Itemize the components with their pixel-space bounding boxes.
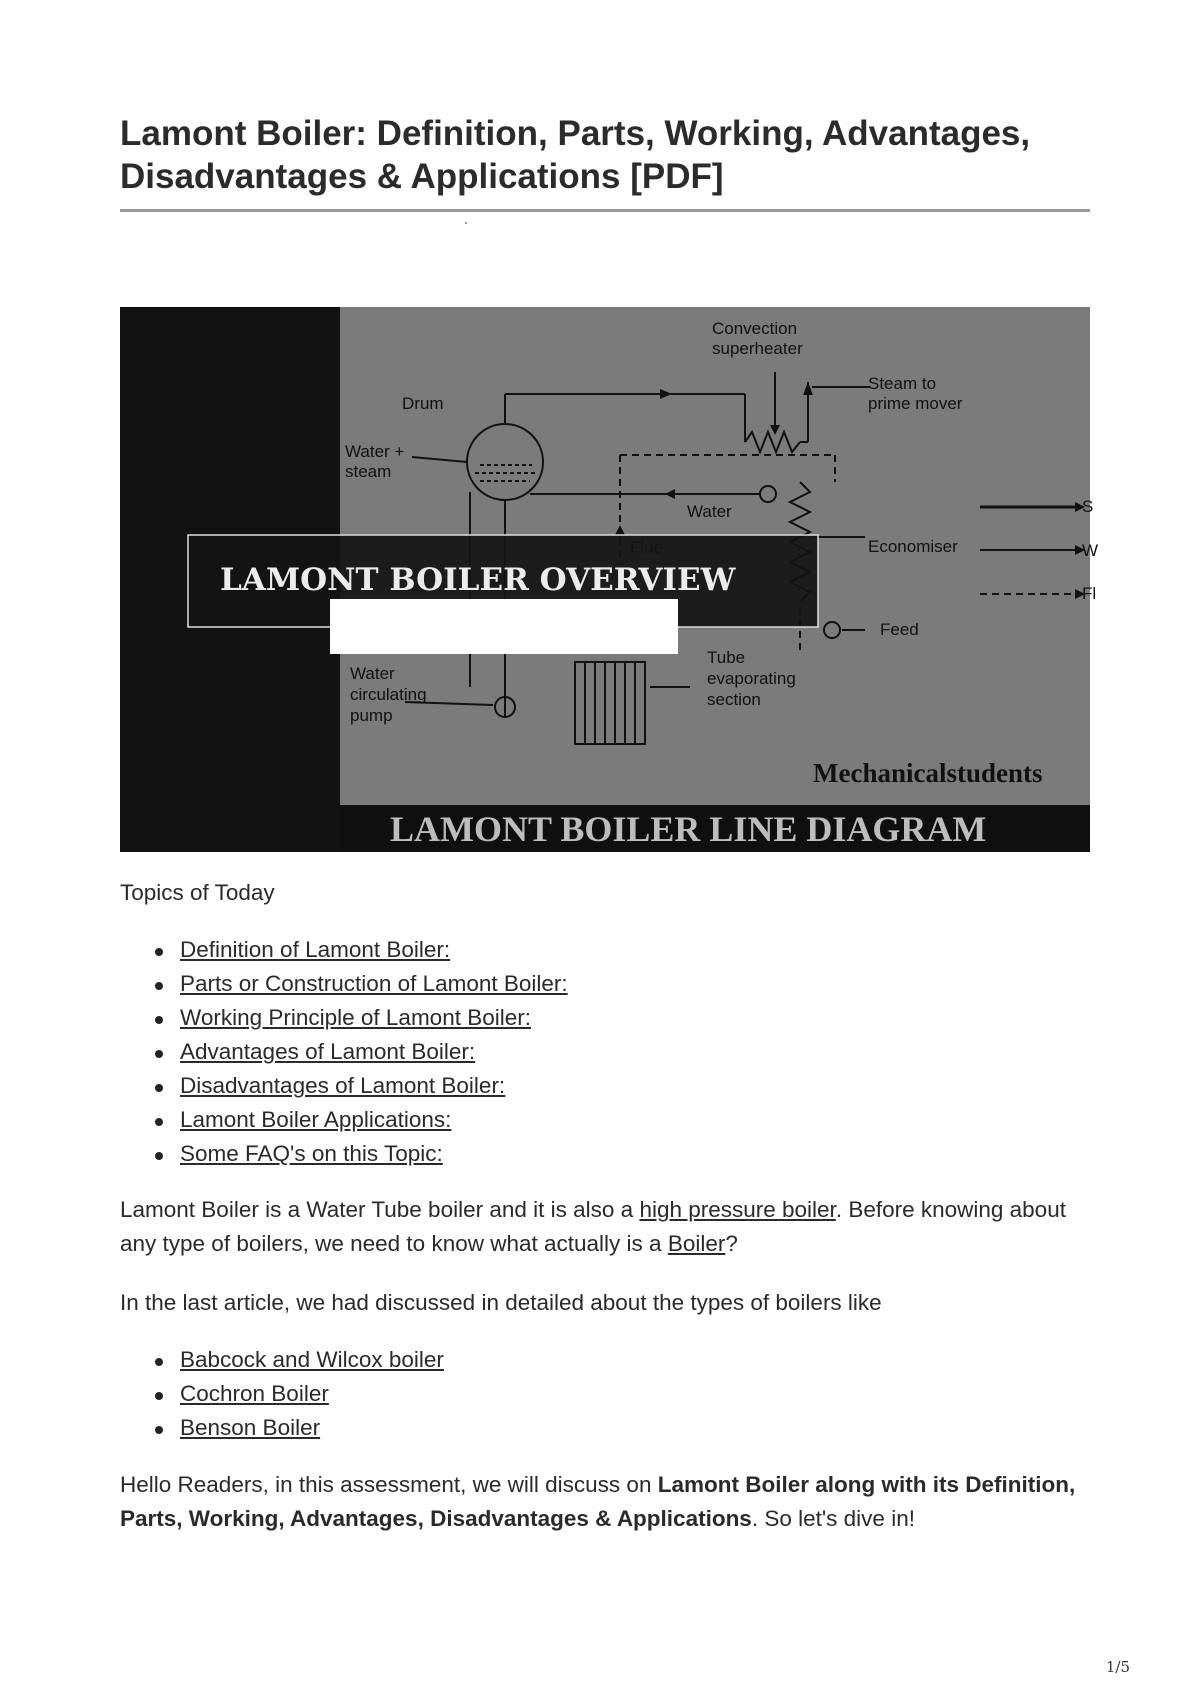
svg-text:S: S — [1082, 497, 1094, 516]
intro-text-c: ? — [725, 1231, 738, 1256]
svg-text:circulating: circulating — [350, 685, 427, 704]
svg-text:W: W — [1082, 541, 1099, 560]
svg-text:Feed: Feed — [880, 620, 919, 639]
topic-item — [120, 1035, 1090, 1069]
cochron-boiler-link[interactable]: Cochron Boiler — [180, 1381, 329, 1406]
topic-link-advantages[interactable]: Advantages of Lamont Boiler: — [180, 1039, 476, 1064]
svg-text:section: section — [707, 690, 761, 709]
intro-text-a: Lamont Boiler is a Water Tube boiler and it is also a — [120, 1197, 640, 1222]
topic-link-applications[interactable]: Lamont Boiler Applications: — [180, 1107, 452, 1132]
topic-item — [120, 967, 1090, 1001]
topics-list — [120, 933, 1090, 1171]
overlay-title: LAMONT BOILER OVERVIEW — [220, 562, 736, 598]
svg-text:Water: Water — [687, 502, 732, 521]
watermark-text: Mechanicalstudents — [813, 758, 1043, 788]
lamont-boiler-diagram — [120, 307, 1099, 852]
high-pressure-boiler-link[interactable]: high pressure boiler — [639, 1197, 836, 1222]
svg-text:Steam to: Steam to — [868, 374, 937, 393]
page-title: Lamont Boiler: Definition, Parts, Working, Advantages, Disadvantages & Applications [PDF] — [120, 114, 1031, 196]
previous-article-paragraph: In the last article, we had discussed in detailed about the types of boilers like — [120, 1290, 882, 1315]
topic-item — [120, 1001, 1090, 1035]
readers-bold-text: Lamont Boiler along with its Definition, Parts, Working, Advantages, Disadvantages & Applications — [120, 1472, 1076, 1531]
topic-link-definition[interactable]: Definition of Lamont Boiler: — [180, 937, 451, 962]
topics-heading: Topics of Today — [120, 880, 275, 905]
svg-text:pump: pump — [350, 706, 393, 725]
readers-paragraph — [120, 1468, 1090, 1536]
svg-text:Economiser: Economiser — [868, 537, 958, 556]
decorative-dot — [465, 222, 467, 224]
benson-boiler-link[interactable]: Benson Boiler — [180, 1415, 321, 1440]
intro-paragraph — [120, 1193, 1090, 1261]
hero-image — [120, 307, 1099, 852]
topic-item — [120, 933, 1090, 967]
readers-text-c: . So let's dive in! — [751, 1506, 915, 1531]
svg-text:Convection: Convection — [712, 319, 798, 338]
title-divider — [120, 209, 1090, 212]
readers-text-a: Hello Readers, in this assessment, we will discuss on — [120, 1472, 658, 1497]
svg-text:Water +: Water + — [345, 442, 405, 461]
svg-text:Water: Water — [350, 664, 395, 683]
topic-link-faq[interactable]: Some FAQ's on this Topic: — [180, 1141, 443, 1166]
topic-link-parts[interactable]: Parts or Construction of Lamont Boiler: — [180, 971, 568, 996]
list-item — [120, 1411, 1090, 1445]
diagram-title: LAMONT BOILER LINE DIAGRAM — [390, 809, 987, 849]
babcock-wilcox-link[interactable]: Babcock and Wilcox boiler — [180, 1347, 444, 1372]
svg-text:Fl: Fl — [1082, 584, 1097, 603]
overlay-blank-bar — [330, 599, 678, 654]
list-item — [120, 1343, 1090, 1377]
svg-text:Tube: Tube — [707, 648, 746, 667]
intro-text-b: . Before knowing about any type of boilers, we need to know what actually is a — [120, 1197, 1066, 1256]
list-item — [120, 1377, 1090, 1411]
svg-text:superheater: superheater — [712, 339, 803, 358]
svg-text:evaporating: evaporating — [707, 669, 796, 688]
topic-link-disadvantages[interactable]: Disadvantages of Lamont Boiler: — [180, 1073, 506, 1098]
svg-text:steam: steam — [345, 462, 392, 481]
page-number: 1/5 — [1105, 1658, 1130, 1676]
svg-text:Drum: Drum — [402, 394, 444, 413]
topic-link-working[interactable]: Working Principle of Lamont Boiler: — [180, 1005, 531, 1030]
topic-item — [120, 1137, 1090, 1171]
boiler-types-list — [120, 1343, 1090, 1445]
svg-text:prime mover: prime mover — [868, 394, 963, 413]
boiler-link[interactable]: Boiler — [667, 1231, 726, 1256]
topic-item — [120, 1069, 1090, 1103]
topic-item — [120, 1103, 1090, 1137]
